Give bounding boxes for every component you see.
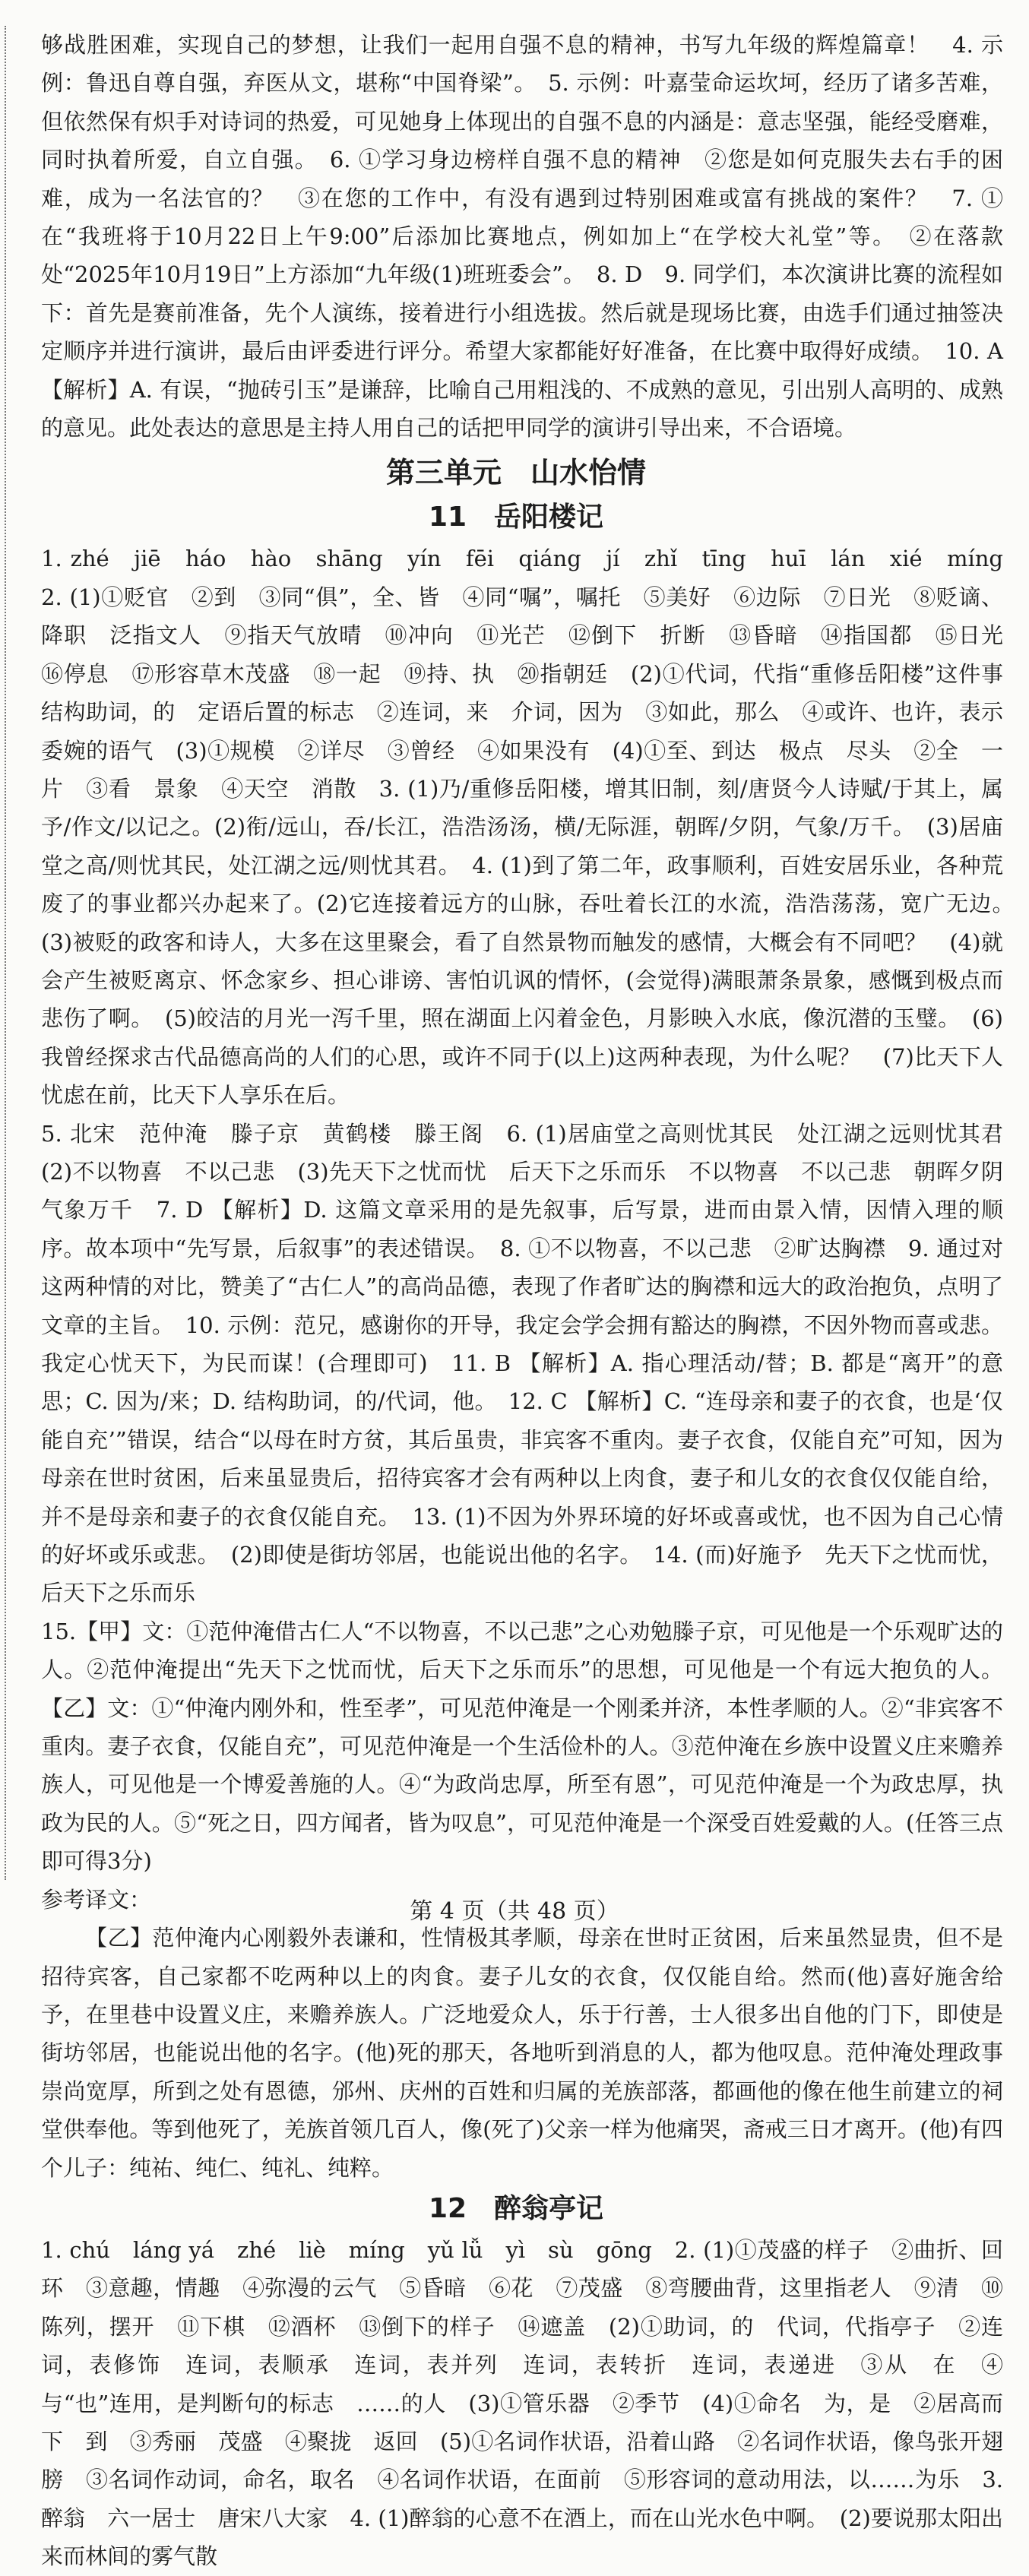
page-number: 第 4 页（共 48 页） (410, 1898, 619, 1925)
answer-paragraph: 参考译文： (41, 1886, 152, 1913)
answer-paragraph: 5. 北宋 范仲淹 滕子京 黄鹤楼 滕王阁 6. (1)居庙堂之高则忧其民 处江湖之远则忧其君 (2)不以物喜 不以己悲 (3)先天下之忧而忧 后天下之乐而乐 不以物喜 不以己悲 朝晖夕阴 气象万千 7. D 【解析】D. 这篇文章采用的是先叙事，后写景，进而由景入情，因情入理的顺序。故本项中“先写景，后叙事”的表述错误。 8. ①不以物喜，不以己悲 ②旷达胸襟 9. 通过对这两种情的对比，赞美了“古仁人”的高尚品德，表现了作者旷达的胸襟和远大的政治抱负，点明了文章的主旨。 10. 示例：范兄，感谢你的开导，我定会学会拥有豁达的胸襟，不因外物而喜或悲。我定心忧天下，为民而谋！(合理即可) 11. B 【解析】A. 指心理活动/替；B. 都是“离开”的意思；C. 因为/来；D. 结构助词，的/代词，他。 12. C 【解析】C. “连母亲和妻子的衣食，也是‘仅能自充’”错误，结合“以母在时方贫，其后虽贵，非宾客不重肉。妻子衣食，仅能自充”可知，因为母亲在世时贫困，后来虽显贵后，招待宾客才会有两种以上肉食，妻子和儿女的衣食仅仅能自给，并不是母亲和妻子的衣食仅能自充。 13. (1)不因为外界环境的好坏或喜或忧，也不因为自己心情的好坏或乐或悲。 (2)即使是街坊邻居，也能说出他的名字。 14. (而)好施予 先天下之忧而忧，后天下之乐而乐 (41, 1120, 1026, 1606)
unit-title: 第三单元 山水怡情 (385, 456, 646, 490)
continuation-rule (5, 26, 6, 1880)
lesson-title: 12 醉翁亭记 (428, 2192, 604, 2224)
answer-paragraph: 【乙】范仲淹内心刚毅外表谦和，性情极其孝顺，母亲在世时正贫困，后来虽然显贵，但不是招待宾客，自己家都不吃两种以上的肉食。妻子儿女的衣食，仅仅能自给。然而(他)喜好施舍给予，在里巷中设置义庄，来赡养族人。广泛地爱众人，乐于行善，士人很多出自他的门下，即使是街坊邻居，也能说出他的名字。(他)死的那天，各地听到消息的人，都为他叹息。范仲淹处理政事崇尚宽厚，所到之处有恩德，邠州、庆州的百姓和归属的羌族部落，都画他的像在他生前建立的祠堂供奉他。等到他死了，羌族首领几百人，像(死了)父亲一样为他痛哭，斋戒三日才离开。(他)有四个儿子：纯祐、纯仁、纯礼、纯粹。 (41, 1925, 1003, 2181)
answer-paragraph: 1. chú láng yá zhé liè míng yǔ lǚ yì sù gōng 2. (1)①茂盛的样子 ②曲折、回环 ③意趣，情趣 ④弥漫的云气 ⑤昏暗 ⑥花 ⑦茂盛 ⑧弯腰曲背，这里指老人 ⑨清 ⑩陈列，摆开 ⑪下棋 ⑫酒杯 ⑬倒下的样子 ⑭遮盖 (2)①助词，的 代词，代指亭子 ②连词，表修饰 连词，表顺承 连词，表并列 连词，表转折 连词，表递进 ③从 在 ④与“也”连用，是判断句的标志 ……的人 (3)①管乐器 ②季节 (4)①命名 为，是 ②居高而下 到 ③秀丽 茂盛 ④聚拢 返回 (5)①名词作状语，沿着山路 ②名词作状语，像鸟张开翅膀 ③名词作动词，命名，取名 ④名词作状语，在面前 ⑤形容词的意动用法，以……为乐 3. 醉翁 六一居士 唐宋八大家 4. (1)醉翁的心意不在酒上，而在山光水色中啊。 (2)要说那太阳出来而林间的雾气散 (41, 2236, 1003, 2570)
answer-paragraph: 15.【甲】文：①范仲淹借古仁人“不以物喜，不以己悲”之心劝勉滕子京，可见他是一个乐观旷达的人。②范仲淹提出“先天下之忧而忧，后天下之乐而乐”的思想，可见他是一个有远大抱负的人。【乙】文：①“仲淹内刚外和，性至孝”，可见范仲淹是一个刚柔并济，本性孝顺的人。②“非宾客不重肉。妻子衣食，仅能自充”，可见范仲淹是一个生活俭朴的人。③范仲淹在乡族中设置义庄来赡养族人，可见他是一个博爱善施的人。④“为政尚忠厚，所至有恩”，可见范仲淹是一个为政忠厚，执政为民的人。⑤“死之日，四方闻者，皆为叹息”，可见范仲淹是一个深受百姓爱戴的人。(任答三点即可得3分) (41, 1618, 1003, 1875)
lesson-title: 11 岳阳楼记 (428, 502, 604, 533)
answer-paragraph: 够战胜困难，实现自己的梦想，让我们一起用自强不息的精神，书写九年级的辉煌篇章！ 4. 示例：鲁迅自尊自强，弃医从文，堪称“中国脊梁”。 5. 示例：叶嘉莹命运坎坷，经历了诸多苦难，但依然保有炽手对诗词的热爱，可见她身上体现出的自强不息的内涵是：意志坚强，能经受磨难，同时执着所爱，自立自强。 6. ①学习身边榜样自强不息的精神 ②您是如何克服失去右手的困难，成为一名法官的？ ③在您的工作中，有没有遇到过特别困难或富有挑战的案件？ 7. ①在“我班将于10月22日上午9:00”后添加比赛地点，例如加上“在学校大礼堂”等。 ②在落款处“2025年10月19日”上方添加“九年级(1)班班委会”。 8. D 9. 同学们，本次演讲比赛的流程如下：首先是赛前准备，先个人演练，接着进行小组选拔。然后就是现场比赛，由选手们通过抽签决定顺序并进行演讲，最后由评委进行评分。希望大家都能好好准备，在比赛中取得好成绩。 10. A 【解析】A. 有误，“抛砖引玉”是谦辞，比喻自己用粗浅的、不成熟的意见，引出别人高明的、成熟的意见。此处表达的意思是主持人用自己的话把甲同学的演讲引导出来，不合语境。 (41, 32, 1003, 441)
answer-paragraph: 1. zhé jiē háo hào shāng yín fēi qiáng jí zhǐ tīng huī lán xié míng 2. (1)①贬官 ②到 ③同“俱”，全、皆 ④同“嘱”，嘱托 ⑤美好 ⑥边际 ⑦日光 ⑧贬谪、降职 泛指文人 ⑨指天气放晴 ⑩冲向 ⑪光芒 ⑫倒下 折断 ⑬昏暗 ⑭指国都 ⑮日光 ⑯停息 ⑰形容草木茂盛 ⑱一起 ⑲持、执 ⑳指朝廷 (2)①代词，代指“重修岳阳楼”这件事 结构助词，的 定语后置的标志 ②连词，来 介词，因为 ③如此，那么 ④或许、也许，表示委婉的语气 (3)①规模 ②详尽 ③曾经 ④如果没有 (4)①至、到达 极点 尽头 ②全 一片 ③看 景象 ④天空 消散 3. (1)乃/重修岳阳楼，增其旧制，刻/唐贤今人诗赋/于其上，属予/作文/以记之。(2)衔/远山，吞/长江，浩浩汤汤，横/无际涯，朝晖/夕阴，气象/万千。 (3)居庙堂之高/则忧其民，处江湖之远/则忧其君。 4. (1)到了第二年，政事顺利，百姓安居乐业，各种荒废了的事业都兴办起来了。(2)它连接着远方的山脉，吞吐着长江的水流，浩浩荡荡，宽广无边。 (3)被贬的政客和诗人，大多在这里聚会，看了自然景物而触发的感情，大概会有不同吧？ (4)就会产生被贬离京、怀念家乡、担心诽谤、害怕讥讽的情怀，(会觉得)满眼萧条景象，感慨到极点而悲伤了啊。 (5)皎洁的月光一泻千里，照在湖面上闪着金色，月影映入水底，像沉潜的玉璧。 (6)我曾经探求古代品德高尚的人们的心思，或许不同于(以上)这两种表现，为什么呢？ (7)比天下人忧虑在前，比天下人享乐在后。 (41, 546, 1026, 1109)
answer-page (29, 26, 1026, 2576)
